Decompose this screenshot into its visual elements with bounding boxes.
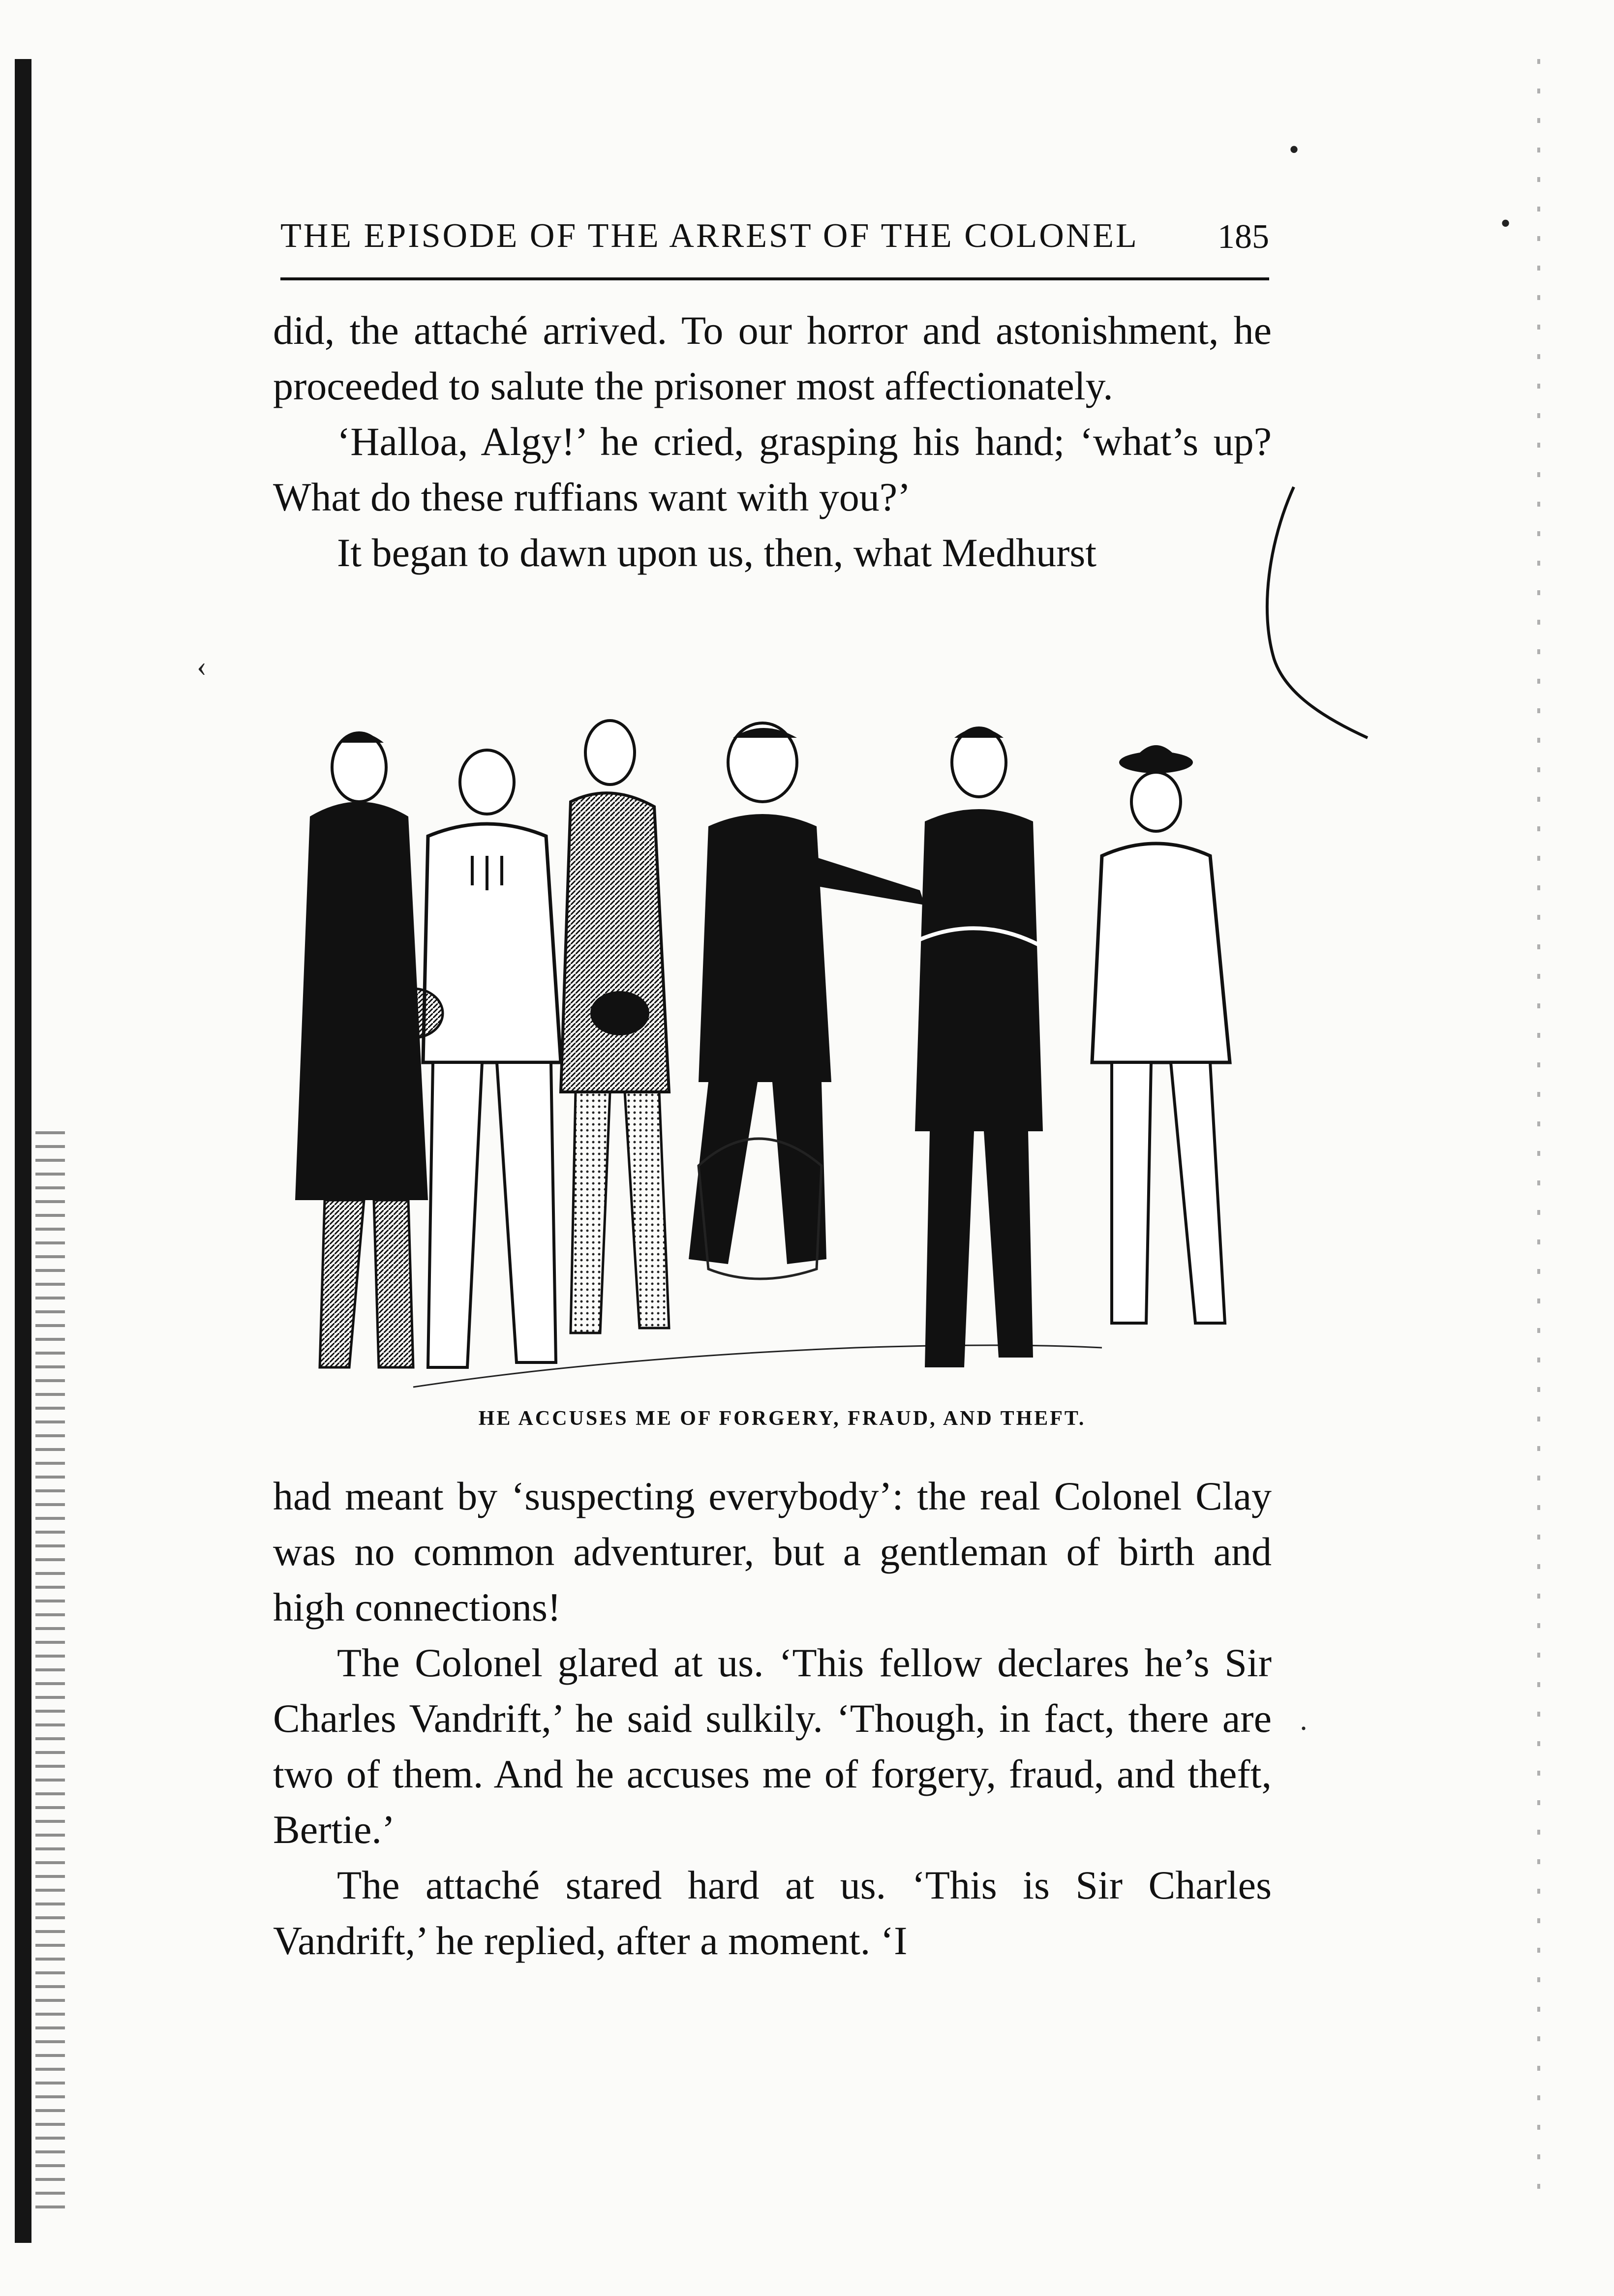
running-head-title: THE EPISODE OF THE ARREST OF THE COLONEL (280, 217, 1139, 255)
figure-1 (295, 733, 428, 1367)
text-block-bottom (273, 1468, 1272, 1968)
illustration-group-of-men (266, 708, 1299, 1397)
margin-speckle (1537, 59, 1540, 2199)
paragraph: The Colonel glared at us. ‘This fellow declares he’s Sir Charles Vandrift,’ he said sulkily. ‘Though, in fact, there are two of them. And he accuses me of forgery, fraud, and theft, Bertie.’ (273, 1640, 1272, 1852)
paragraph: The attaché stared hard at us. ‘This is Sir Charles Vandrift,’ he replied, after a moment. ‘I (273, 1863, 1272, 1963)
stray-mark: · (1299, 1712, 1309, 1745)
paragraph: ‘Halloa, Algy!’ he cried, grasping his hand; ‘what’s up? What do these ruffians want with you?’ (273, 419, 1272, 519)
figure-3 (561, 721, 669, 1333)
page-number: 185 (1218, 218, 1269, 256)
paragraph: had meant by ‘suspecting everybody’: the real Colonel Clay was no common adventurer, but a gentleman of birth and high connections! (273, 1474, 1272, 1630)
stray-mark: • (1289, 133, 1300, 166)
stray-mark: ‹ (197, 650, 207, 682)
stray-mark: • (1500, 207, 1511, 240)
figure-5 (915, 728, 1043, 1367)
text-block-top (273, 302, 1272, 580)
running-head (280, 207, 1269, 266)
figure-4 (689, 723, 925, 1279)
binding-speckle (35, 1131, 65, 2213)
paragraph: It began to dawn upon us, then, what Medhurst (337, 530, 1097, 575)
figure-6 (1092, 745, 1230, 1323)
illustration-caption: HE ACCUSES ME OF FORGERY, FRAUD, AND THEFT. (478, 1407, 1086, 1430)
binding-shadow (15, 59, 31, 2243)
paragraph: did, the attaché arrived. To our horror and astonishment, he proceeded to salute the prisoner most affectionately. (273, 308, 1272, 408)
header-rule (280, 277, 1269, 280)
